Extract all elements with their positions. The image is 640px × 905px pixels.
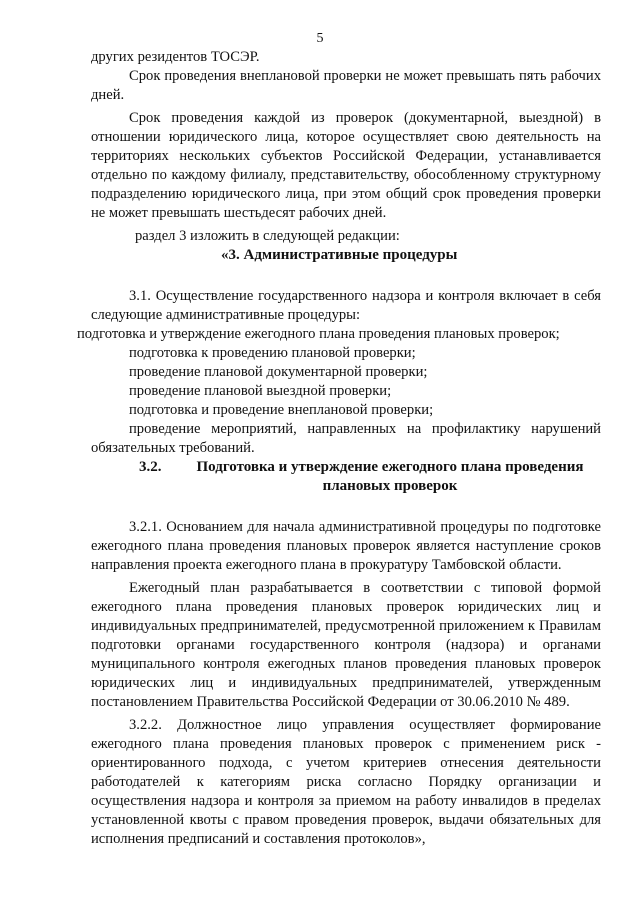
section-3-2-heading — [91, 458, 601, 496]
section-3-1-intro: 3.1. Осуществление государственного надзора и контроля включает в себя следующие административные процедуры: — [91, 288, 601, 323]
procedure-item-5: подготовка и проведение внеплановой проверки; — [129, 402, 434, 418]
procedure-item-3: проведение плановой документарной проверки; — [129, 364, 428, 380]
procedure-item-1: подготовка и утверждение ежегодного плана проведения плановых проверок; — [77, 326, 560, 342]
section-3-heading: «3. Административные процедуры — [221, 247, 458, 263]
procedure-item-4: проведение плановой выездной проверки; — [129, 383, 392, 399]
section-3-2-title: Подготовка и утверждение ежегодного плана проведения плановых проверок — [196, 459, 584, 494]
procedure-item-6: проведение мероприятий, направленных на профилактику нарушений обязательных требований. — [91, 421, 601, 456]
procedure-item-2: подготовка к проведению плановой проверки; — [129, 345, 416, 361]
page-number: 5 — [316, 31, 324, 46]
paragraph-inspection-term: Срок проведения каждой из проверок (документарной, выездной) в отношении юридического лица, которое осуществляет свою деятельность на территориях нескольких субъектов Российской Федерации, устанавливается отдельно по каждому филиалу, представительству, обособленному структурному подразделению юридического лица, при этом общий срок проведения проверки не может превышать шестьдесят рабочих дней. — [91, 110, 601, 221]
paragraph-section-3-amend: раздел 3 изложить в следующей редакции: — [135, 228, 400, 244]
section-3-2-number: 3.2. — [139, 459, 162, 475]
paragraph-3-2-2: 3.2.2. Должностное лицо управления осуществляет формирование ежегодного плана проведения плановых проверок с применением риск - ориентированного подхода, с учетом критериев отнесения деятельности работодателей к категориям риска согласно Порядку организации и осуществления надзора и контроля за приемом на работу инвалидов в пределах установленной квоты с правом проведения проверок, выдачи обязательных для исполнения предписаний и составления протоколов», — [91, 717, 601, 847]
paragraph-annual-plan: Ежегодный план разрабатывается в соответствии с типовой формой ежегодного плана проведения плановых проверок юридических лиц и индивидуальных предпринимателей, предусмотренной приложением к Правилам подготовки органами государственного контроля (надзора) и органами муниципального контроля ежегодных планов проведения плановых проверок юридических лиц и индивидуальных предпринимателей, утвержденным постановлением Правительства Российской Федерации от 30.06.2010 № 489. — [91, 580, 601, 710]
paragraph-unscheduled-term: Срок проведения внеплановой проверки не может превышать пять рабочих дней. — [91, 68, 601, 103]
paragraph-continuation: других резидентов ТОСЭР. — [91, 49, 260, 65]
document-body — [77, 48, 601, 849]
paragraph-3-2-1: 3.2.1. Основанием для начала административной процедуры по подготовке ежегодного плана проведения плановых проверок является наступление сроков направления проекта ежегодного плана в прокуратуру Тамбовской области. — [91, 519, 601, 573]
